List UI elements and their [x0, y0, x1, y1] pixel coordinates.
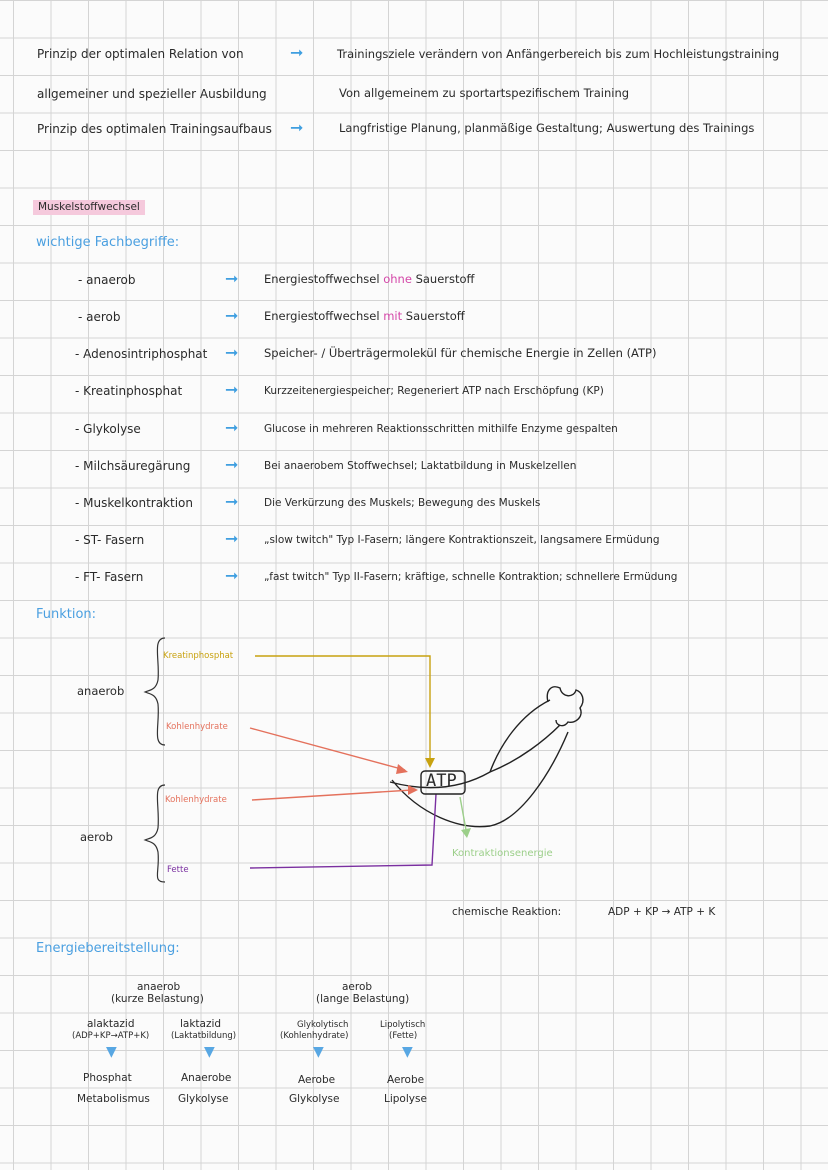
energie-alaktazid-sub: (ADP+KP→ATP+K) — [72, 1031, 150, 1041]
energie-res3-a: Aerobe — [298, 1074, 336, 1086]
term-kp: - Kreatinphosphat — [75, 384, 183, 398]
fist-outline — [547, 687, 583, 726]
term-glykolyse: - Glykolyse — [75, 422, 141, 436]
label-kohlenhydrate-2: Kohlenhydrate — [165, 795, 227, 805]
def-milchsaeure: Bei anaerobem Stoffwechsel; Laktatbildung in Muskelzellen — [264, 460, 577, 472]
label-kontraktionsenergie: Kontraktionsenergie — [452, 848, 553, 859]
def-ft-fasern: „fast twitch" Typ II-Fasern; kräftige, schnelle Kontraktion; schnellere Ermüdung — [264, 571, 678, 583]
energie-res1-a: Phosphat — [83, 1072, 132, 1084]
section-tag: Muskelstoffwechsel — [33, 200, 145, 215]
energie-res4-b: Lipolyse — [384, 1093, 427, 1105]
arrow-right-icon: ➞ — [225, 418, 239, 437]
label-aerob: aerob — [80, 830, 113, 844]
kh2-line — [252, 790, 412, 800]
term-milchsaeure: - Milchsäuregärung — [75, 459, 191, 473]
arrow-right-icon: ➞ — [225, 306, 239, 325]
principle-2-right: Von allgemeinem zu sportartspezifischem Training — [339, 86, 630, 100]
principle-2-left: Prinzip des optimalen Trainingsaufbaus — [37, 122, 272, 136]
principle-1-right: Trainingsziele verändern von Anfängerbereich bis zum Hochleistungstraining — [337, 47, 780, 61]
energie-aerob-title: aerob — [342, 981, 373, 993]
energie-heading: Energiebereitstellung: — [36, 941, 180, 956]
energie-anaerob-sub: (kurze Belastung) — [111, 993, 204, 1005]
energie-res4-a: Aerobe — [387, 1074, 425, 1086]
brace-anaerob — [145, 638, 165, 745]
arrow-right-icon: ➞ — [225, 455, 239, 474]
arrow-right-icon: ➞ — [225, 343, 239, 362]
funktion-heading: Funktion: — [36, 607, 97, 622]
def-aerob-pre: Energiestoffwechsel — [264, 309, 380, 323]
def-anaerob-highlight: ohne — [383, 272, 412, 286]
energie-anaerob-title: anaerob — [137, 981, 181, 993]
term-muskelkontraktion: - Muskelkontraktion — [75, 496, 193, 510]
label-kreatinphosphat: Kreatinphosphat — [163, 651, 234, 661]
energie-alaktazid: alaktazid — [87, 1018, 135, 1030]
label-kohlenhydrate-1: Kohlenhydrate — [166, 722, 228, 732]
reaction-label: chemische Reaktion: — [452, 906, 562, 918]
arrow-right-icon: ➞ — [225, 492, 239, 511]
def-glykolyse: Glucose in mehreren Reaktionsschritten mithilfe Enzyme gespalten — [264, 423, 618, 435]
arrow-down-icon: ▼ — [106, 1044, 117, 1060]
term-atp: - Adenosintriphosphat — [75, 347, 208, 361]
arrow-right-icon: ➞ — [225, 566, 239, 585]
energie-laktazid-sub: (Laktatbildung) — [171, 1031, 237, 1041]
energie-glykolytisch: Glykolytisch — [297, 1020, 349, 1030]
principle-1-left: Prinzip der optimalen Relation von — [37, 47, 244, 61]
label-anaerob: anaerob — [77, 684, 125, 698]
energie-res2-b: Glykolyse — [178, 1093, 229, 1105]
arrow-down-icon: ▼ — [204, 1044, 215, 1060]
term-aerob: - aerob — [78, 310, 121, 324]
energie-res3-b: Glykolyse — [289, 1093, 340, 1105]
reaction-formula: ADP + KP → ATP + K — [608, 906, 716, 918]
kh1-line — [250, 728, 405, 770]
atp-label: ATP — [426, 771, 457, 791]
arrow-right-icon: ➞ — [290, 43, 304, 62]
energie-res2-a: Anaerobe — [181, 1072, 232, 1084]
fette-path — [250, 794, 436, 868]
principle-3-right: Langfristige Planung, planmäßige Gestaltung; Auswertung des Trainings — [339, 121, 755, 135]
principle-1-left-cont: allgemeiner und spezieller Ausbildung — [37, 87, 267, 101]
energie-glykolytisch-sub: (Kohlenhydrate) — [280, 1031, 349, 1041]
energie-res1-b: Metabolismus — [77, 1093, 150, 1105]
arm-outline — [390, 700, 568, 827]
def-st-fasern: „slow twitch" Typ I-Fasern; längere Kontraktionszeit, langsamere Ermüdung — [264, 534, 660, 546]
def-anaerob-pre: Energiestoffwechsel — [264, 272, 380, 286]
kontraktion-arrowhead — [461, 828, 471, 838]
def-aerob-highlight: mit — [383, 309, 403, 323]
terms-heading: wichtige Fachbegriffe: — [36, 235, 180, 250]
term-st-fasern: - ST- Fasern — [75, 533, 145, 547]
energie-aerob-sub: (lange Belastung) — [316, 993, 410, 1005]
kh1-arrowhead — [396, 764, 408, 774]
term-anaerob: - anaerob — [78, 273, 136, 287]
def-muskelkontraktion: Die Verkürzung des Muskels; Bewegung des Muskels — [264, 497, 541, 509]
label-fette: Fette — [167, 865, 189, 875]
energie-laktazid: laktazid — [180, 1018, 222, 1030]
arrow-down-icon: ▼ — [402, 1044, 413, 1060]
kp-path — [255, 656, 430, 758]
arrow-down-icon: ▼ — [313, 1044, 324, 1060]
energie-lipolytisch-sub: (Fette) — [389, 1031, 418, 1041]
def-aerob-post: Sauerstoff — [405, 309, 465, 323]
term-ft-fasern: - FT- Fasern — [75, 570, 144, 584]
arrow-right-icon: ➞ — [290, 118, 304, 137]
arrow-right-icon: ➞ — [225, 380, 239, 399]
def-kp: Kurzzeitenergiespeicher; Regeneriert ATP nach Erschöpfung (KP) — [264, 385, 604, 397]
kp-arrowhead — [425, 758, 435, 768]
energie-lipolytisch: Lipolytisch — [380, 1020, 426, 1030]
def-anaerob-post: Sauerstoff — [415, 272, 475, 286]
arrow-right-icon: ➞ — [225, 529, 239, 548]
brace-aerob — [145, 785, 165, 882]
arrow-right-icon: ➞ — [225, 269, 239, 288]
def-atp: Speicher- / Überträgermolekül für chemische Energie in Zellen (ATP) — [264, 346, 657, 360]
